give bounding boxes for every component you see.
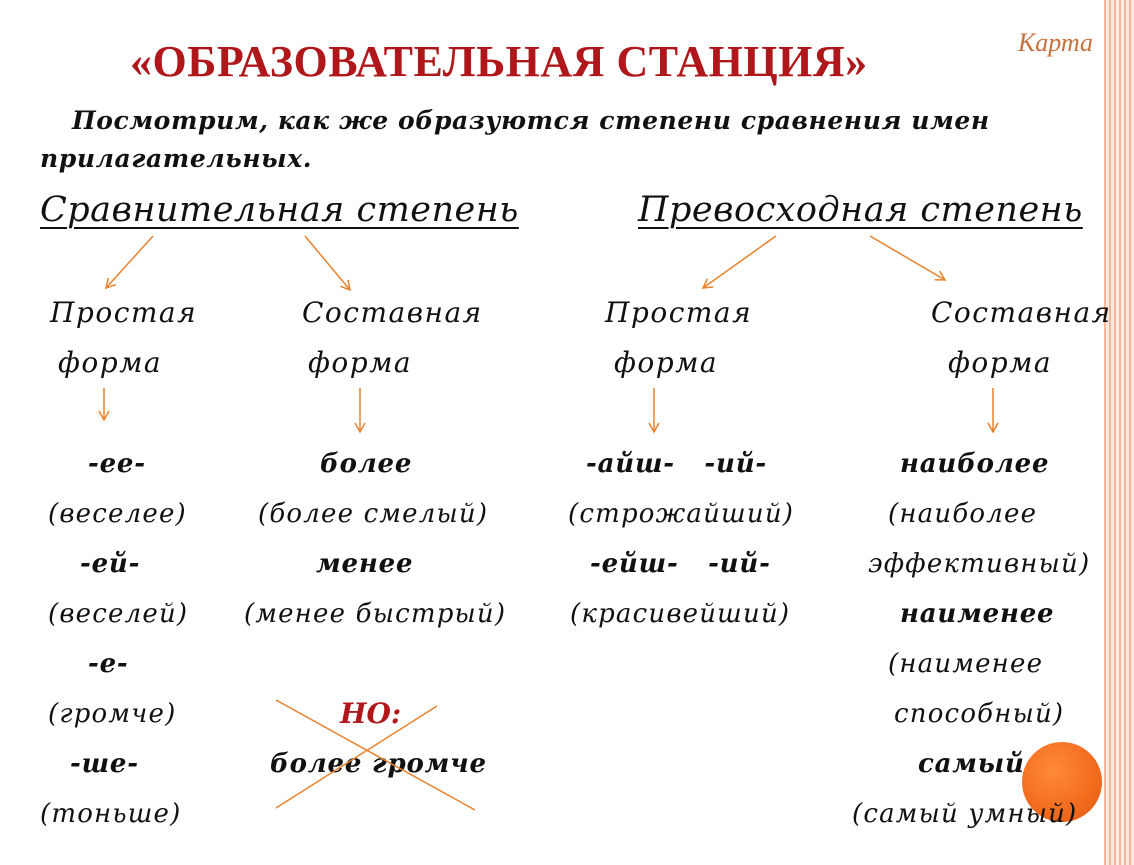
comp-simple-label-2: форма <box>58 346 163 379</box>
word-naibolee: наиболее <box>900 449 1050 479</box>
suffix-ey: -ей- <box>80 549 141 579</box>
example-veselee: (веселее) <box>48 499 187 529</box>
example-veseley: (веселей) <box>48 599 189 629</box>
super-simple-label-1: Простая <box>605 296 753 329</box>
example-naibolee-2: эффективный) <box>868 549 1091 579</box>
example-krasiveyshy: (красивейший) <box>570 599 791 629</box>
but-label: НО: <box>340 697 402 730</box>
wrong-example: более громче <box>270 749 487 779</box>
example-naimenee-1: (наименее <box>888 649 1044 679</box>
word-samy: самый <box>918 749 1025 779</box>
example-gromche: (громче) <box>48 699 177 729</box>
super-simple-label-2: форма <box>614 346 719 379</box>
suffix-she: -ше- <box>70 749 139 779</box>
map-link[interactable]: Карта <box>1018 28 1094 57</box>
suffix-ee: -ее- <box>88 449 146 479</box>
slide-title: «ОБРАЗОВАТЕЛЬНАЯ СТАНЦИЯ» <box>130 37 868 86</box>
comparative-heading: Сравнительная степень <box>40 190 519 230</box>
comp-compound-label-1: Составная <box>302 296 483 329</box>
example-naimenee-2: способный) <box>894 699 1065 729</box>
example-menee-bystry: (менее быстрый) <box>244 599 507 629</box>
super-compound-label-2: форма <box>948 346 1053 379</box>
comp-simple-label-1: Простая <box>50 296 198 329</box>
comp-compound-label-2: форма <box>308 346 413 379</box>
word-naimenee: наименее <box>900 599 1055 629</box>
suffix-eysh: -ейш- -ий- <box>590 549 771 579</box>
superlative-heading: Превосходная степень <box>638 190 1083 230</box>
suffix-e: -е- <box>88 649 129 679</box>
example-bolee-smely: (более смелый) <box>258 499 489 529</box>
suffix-aysh: -айш- -ий- <box>586 449 767 479</box>
example-naibolee-1: (наиболее <box>888 499 1038 529</box>
example-tonshe: (тоньше) <box>40 799 182 829</box>
word-bolee: более <box>320 449 413 479</box>
example-strozhayshy: (строжайший) <box>568 499 795 529</box>
super-compound-label-1: Составная <box>931 296 1112 329</box>
intro-text: Посмотрим, как же образуются степени сравнения имен прилагательных. <box>40 106 990 173</box>
example-samy-umny: (самый умный) <box>852 799 1078 829</box>
word-menee: менее <box>316 549 414 579</box>
